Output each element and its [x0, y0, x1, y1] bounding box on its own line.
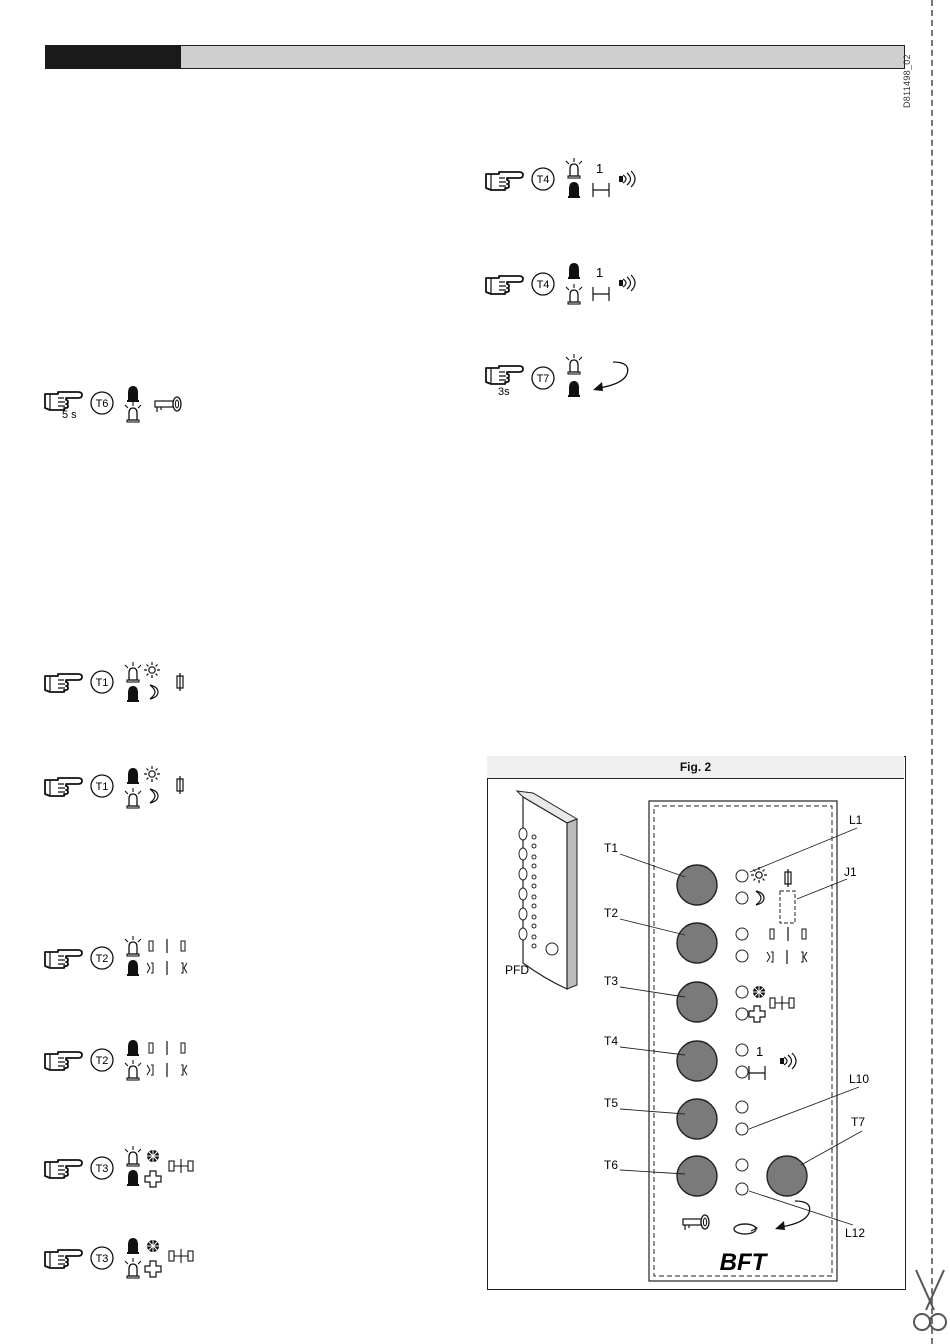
channel-mark: 1 [596, 161, 604, 176]
button-label: T7 [536, 373, 550, 385]
key-icon [683, 1215, 709, 1230]
led-on-icon [568, 182, 580, 198]
hand-press-icon [45, 950, 82, 968]
fuse-icon [177, 673, 183, 691]
section-header-tab [45, 45, 181, 69]
t6-label: T6 [604, 1158, 619, 1172]
photocell-icon [770, 996, 794, 1010]
cross-icon [145, 1171, 161, 1187]
led-on-icon [127, 960, 139, 976]
button-label: T4 [536, 279, 550, 291]
callout-l12: L12 [845, 1226, 866, 1240]
led-on-icon [568, 381, 580, 397]
panel-buttons [677, 865, 807, 1196]
radio-icon [619, 171, 635, 187]
instruction-t7 [485, 350, 685, 400]
button-label: T1 [95, 677, 109, 689]
led-on-icon [127, 686, 139, 702]
figure-diagram [487, 779, 904, 1288]
hand-press-icon [486, 366, 523, 384]
fuse-icon [785, 869, 791, 887]
rotate-icon [734, 1224, 757, 1234]
t1-label: T1 [604, 841, 619, 855]
instruction-t1-a [44, 656, 244, 706]
button-label: T2 [95, 1055, 109, 1067]
t7-label: T7 [851, 1115, 866, 1129]
document-id: D811498_02 [902, 54, 912, 108]
led-on-icon [127, 768, 139, 784]
button-label: T3 [95, 1163, 109, 1175]
pfd-label: PFD [505, 963, 529, 977]
led-off-icon [125, 402, 141, 422]
bars-icon [770, 927, 806, 941]
moon-icon [150, 685, 158, 699]
bars-icon [149, 1041, 185, 1055]
instruction-t4-a [485, 152, 685, 202]
led-off-icon [566, 284, 582, 304]
hand-press-icon [486, 172, 523, 190]
brand-logo: BFT [719, 1249, 767, 1276]
panel-leds [736, 870, 748, 1195]
sun-icon [751, 867, 767, 883]
bars-icon [147, 961, 187, 975]
sun-icon [144, 662, 160, 678]
instruction-t3-b [44, 1232, 244, 1282]
hand-press-icon [45, 392, 82, 410]
button-label: T4 [536, 174, 550, 186]
t2-label: T2 [604, 906, 619, 920]
jumper-box [780, 891, 795, 923]
key-icon [155, 397, 181, 412]
hand-press-icon [45, 1160, 82, 1178]
duration-label: 5 s [62, 409, 77, 421]
instruction-t3-a [44, 1142, 244, 1192]
figure-title: Fig. 2 [487, 756, 904, 779]
pfd-device [517, 791, 577, 989]
hand-press-icon [45, 778, 82, 796]
hand-press-icon [45, 1250, 82, 1268]
led-on-icon [127, 1170, 139, 1186]
t5-label: T5 [604, 1096, 619, 1110]
callout-j1: J1 [844, 865, 857, 879]
fuse-icon [177, 776, 183, 794]
led-off-icon [125, 662, 141, 682]
callout-line-j1 [797, 879, 847, 899]
scissors-icon [910, 1268, 950, 1334]
moon-icon [756, 891, 764, 905]
instruction-t4-b [485, 256, 685, 306]
duration-label: 3s [498, 386, 510, 398]
led-on-icon [568, 263, 580, 279]
instruction-t2-a [44, 932, 244, 982]
t4-label: T4 [604, 1034, 619, 1048]
button-label: T3 [95, 1253, 109, 1265]
gate-icon [593, 287, 609, 301]
cut-line [931, 0, 933, 1344]
radio-icon [780, 1053, 796, 1069]
hand-press-icon [486, 276, 523, 294]
led-off-icon [125, 1258, 141, 1278]
channel-mark: 1 [596, 265, 604, 280]
led-off-icon [566, 158, 582, 178]
bars-icon [147, 1063, 187, 1077]
led-off-icon [125, 788, 141, 808]
hand-press-icon [45, 1052, 82, 1070]
led-off-icon [125, 1060, 141, 1080]
sun-icon [144, 766, 160, 782]
button-label: T6 [95, 398, 109, 410]
hand-press-icon [45, 674, 82, 692]
callout-line-l1 [750, 828, 857, 872]
callout-l10: L10 [849, 1072, 870, 1086]
photocell-icon [169, 1159, 193, 1173]
return-arrow-icon [593, 362, 628, 391]
instruction-t6 [44, 380, 244, 430]
moon-icon [150, 789, 158, 803]
photocell-icon [169, 1249, 193, 1263]
gate-icon [749, 1066, 765, 1080]
led-off-icon [125, 1146, 141, 1166]
instruction-t1-b [44, 760, 244, 810]
led-on-icon [127, 1040, 139, 1056]
button-label: T1 [95, 781, 109, 793]
cross-icon [749, 1006, 765, 1022]
callout-line-l10 [749, 1087, 859, 1129]
button-label: T2 [95, 953, 109, 965]
radio-icon [619, 275, 635, 291]
callout-l1: L1 [849, 813, 863, 827]
bars-icon [767, 950, 807, 964]
led-on-icon [127, 386, 139, 402]
led-off-icon [566, 354, 582, 374]
snowflake-icon [146, 1149, 160, 1163]
snowflake-icon [146, 1239, 160, 1253]
instruction-t2-b [44, 1034, 244, 1084]
bars-icon [149, 939, 185, 953]
gate-icon [593, 183, 609, 197]
led-on-icon [127, 1238, 139, 1254]
snowflake-icon [752, 985, 766, 999]
channel-mark: 1 [756, 1044, 764, 1059]
cross-icon [145, 1261, 161, 1277]
led-off-icon [125, 936, 141, 956]
t3-label: T3 [604, 974, 619, 988]
